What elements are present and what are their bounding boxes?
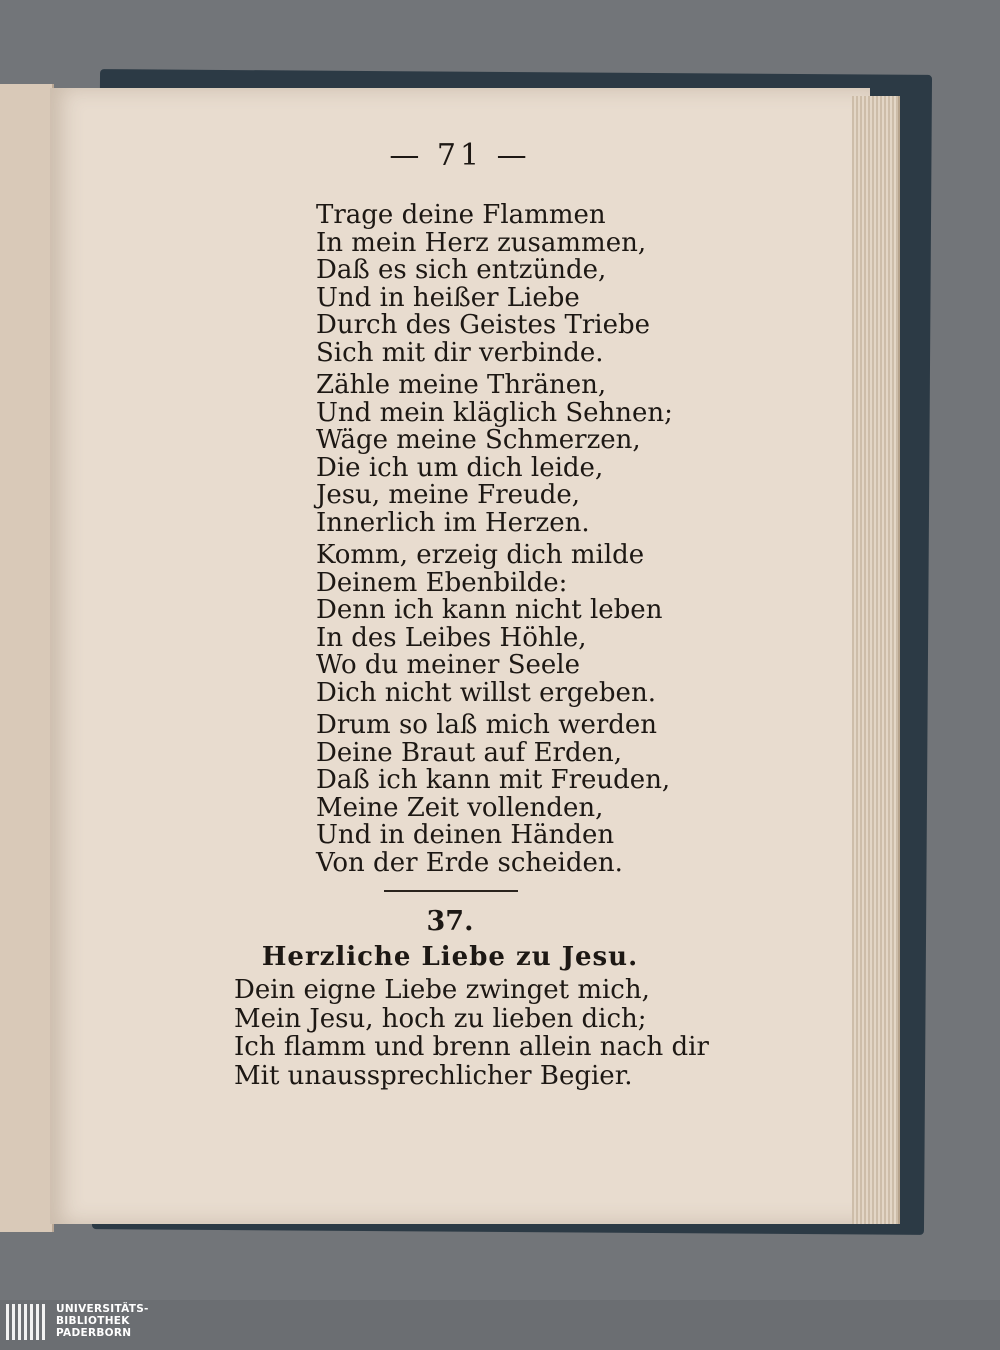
library-logo-icon <box>6 1304 48 1340</box>
stanza-1 <box>316 202 650 367</box>
footer-bar <box>0 1300 1000 1350</box>
stanza-4 <box>316 712 670 877</box>
verse-line: Dich nicht willst ergeben. <box>316 677 656 708</box>
left-page <box>0 84 54 1232</box>
stanza-2 <box>316 372 673 537</box>
page-number: — 71 — <box>389 138 531 173</box>
verse-line: Daß es sich entzünde, <box>316 255 607 285</box>
verse-line: Komm, erzeig dich milde <box>316 540 645 570</box>
verse-line: In mein Herz zusammen, <box>316 227 647 258</box>
verse-line: Mein Jesu, hoch zu lieben dich; <box>234 1003 647 1034</box>
verse-line: Trage deine Flammen <box>316 200 606 230</box>
verse-line: Und in deinen Händen <box>316 820 615 850</box>
verse-line: Und in heißer Liebe <box>316 282 580 313</box>
verse-line: Drum so laß mich werden <box>316 710 658 740</box>
verse-line: Denn ich kann nicht leben <box>316 595 663 625</box>
library-name-line: BIBLIOTHEK <box>56 1315 130 1327</box>
verse-line: Wo du meiner Seele <box>316 650 580 680</box>
library-name <box>56 1303 149 1339</box>
section-divider <box>384 890 518 892</box>
verse-line: Jesu, meine Freude, <box>316 480 581 510</box>
verse-line: Mit unaussprechlicher Begier. <box>234 1060 633 1091</box>
verse-line: Innerlich im Herzen. <box>316 507 590 538</box>
hymn-verse <box>234 976 709 1090</box>
page-edges <box>852 96 900 1224</box>
verse-line: Daß ich kann mit Freuden, <box>316 765 671 795</box>
hymn-title: Herzliche Liebe zu Jesu. <box>261 942 639 972</box>
verse-line: Die ich um dich leide, <box>316 452 604 483</box>
hymn-number: 37. <box>426 906 474 937</box>
verse-line: Deinem Ebenbilde: <box>316 567 568 598</box>
verse-line: Zähle meine Thränen, <box>316 370 607 400</box>
library-name-line: UNIVERSITÄTS- <box>56 1303 149 1315</box>
verse-line: Deine Braut auf Erden, <box>316 737 623 768</box>
verse-line: Wäge meine Schmerzen, <box>316 425 641 455</box>
stanza-3 <box>316 542 662 707</box>
verse-line: Ich flamm und brenn allein nach dir <box>234 1032 709 1062</box>
verse-line: Durch des Geistes Triebe <box>316 310 650 340</box>
verse-line: Meine Zeit vollenden, <box>316 792 604 823</box>
verse-line: In des Leibes Höhle, <box>316 622 587 653</box>
library-name-line: PADERBORN <box>56 1327 132 1339</box>
verse-line: Von der Erde scheiden. <box>316 847 623 878</box>
verse-line: Und mein kläglich Sehnen; <box>316 397 673 428</box>
verse-line: Sich mit dir verbinde. <box>316 337 604 368</box>
verse-line: Dein eigne Liebe zwinget mich, <box>234 975 650 1005</box>
